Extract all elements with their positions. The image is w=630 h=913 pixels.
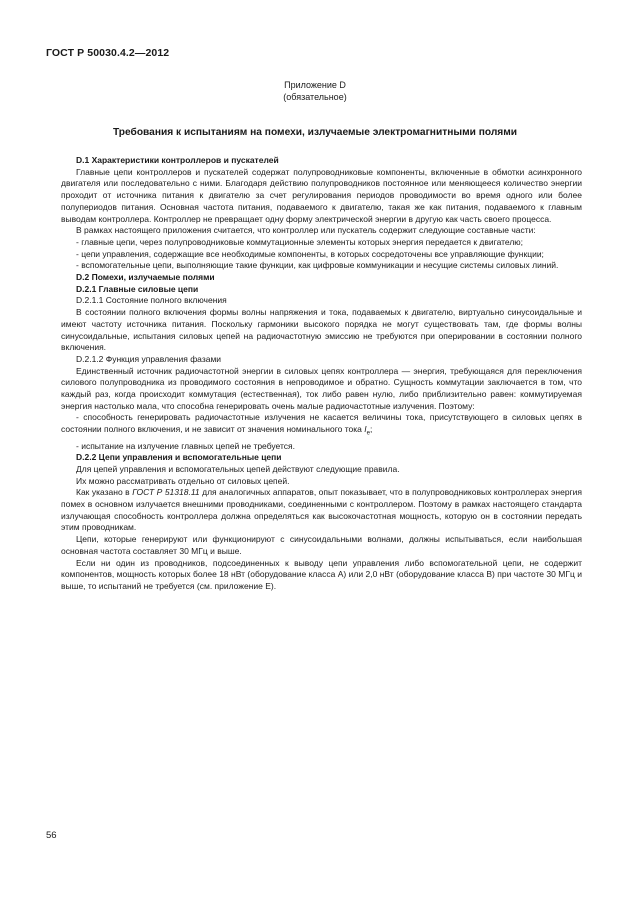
paragraph: Если ни один из проводников, подсоединенных к выводу цепи управления либо вспомогательной цепи, не содержит компонентов, мощность которых более 18 нВт (оборудование класса А) или 2,0 нВт (оборудование класса В) при частоте 30 МГц и выше, то испытаний не требуется (см. приложение Е). <box>61 557 582 591</box>
section-heading-d1: D.1 Характеристики контроллеров и пускателей <box>76 155 279 165</box>
annex-status: (обязательное) <box>283 92 347 102</box>
section-heading-d22: D.2.2 Цепи управления и вспомогательные цепи <box>76 452 282 463</box>
paragraph: Их можно рассматривать отдельно от силовых цепей. <box>76 475 290 486</box>
subsection-heading-d211: D.2.1.1 Состояние полного включения <box>76 295 227 306</box>
paragraph: Главные цепи контроллеров и пускателей содержат полупроводниковые компоненты, включенные в обмотки асинхронного двигателя или последовательно с ними. Благодаря действию полупроводников постоянное или меняющееся количество энергии проходит от источника питания к двигателю за счет регулирования периодов проводимости во время одного или более полупериодов питания. Основная частота питания, подаваемого к двигателю, такая же как питания, подаваемого к главным выводам контроллера. Контроллер не превращает одну форму электрической энергии в другую как часть своего процесса. <box>61 166 582 224</box>
list-item: - главные цепи, через полупроводниковые коммутационные элементы которых энергия передается к двигателю; <box>76 236 524 247</box>
paragraph: Как указано в ГОСТ Р 51318.11 для аналогичных аппаратов, опыт показывает, что в полупроводниковых контроллерах энергия помех в основном излучается внешними проводниками, соединенными с контроллером. Поэтому в рамках настоящего стандарта излучающая способность контроллера должна определяться как высокочастотная мощность, которую он в состоянии передать этим проводникам. <box>61 487 582 533</box>
list-item: - испытание на излучение главных цепей не требуется. <box>76 440 295 451</box>
paragraph: Для цепей управления и вспомогательных цепей действуют следующие правила. <box>76 463 400 474</box>
paragraph: Цепи, которые генерируют или функционируют с синусоидальными волнами, должны испытываться, если наибольшая основная частота составляет 30 МГц и выше. <box>61 534 582 556</box>
subsection-heading-d212: D.2.1.2 Функция управления фазами <box>76 353 222 364</box>
paragraph: В состоянии полного включения формы волны напряжения и тока, подаваемых к двигателю, виртуально синусоидальные и имеют частоту источника питания. Поскольку гармоники высокого порядка не могут существовать там, где формы волны синусоидальные, испытания силовых цепей на радиочастотную эмиссию не требуются при оперировании в состоянии полного включения. <box>61 307 582 353</box>
document-header: ГОСТ Р 50030.4.2—2012 <box>46 47 170 59</box>
annex-label: Приложение D <box>284 80 346 90</box>
section-heading-d2: D.2 Помехи, излучаемые полями <box>76 272 215 283</box>
standard-reference: ГОСТ Р 51318.11 <box>132 487 200 498</box>
list-item: - вспомогательные цепи, выполняющие такие функции, как цифровые коммуникации и несущие системы силовых линий. <box>76 260 559 271</box>
rated-current-symbol: I <box>364 424 367 435</box>
list-item: - цепи управления, содержащие все необходимые компоненты, в которых сосредоточены все управляющие функции; <box>76 248 544 259</box>
list-item: - способность генерировать радиочастотные излучения не касается величины тока, присутствующего в силовых цепях в состоянии полного включения, и не зависит от значения номинального тока $I_e$; <box>61 412 582 437</box>
section-heading-d21: D.2.1 Главные силовые цепи <box>76 283 199 294</box>
page-number: 56 <box>46 830 57 841</box>
document-body <box>61 155 582 593</box>
annex-title: Требования к испытаниям на помехи, излучаемые электромагнитными полями <box>112 127 518 138</box>
paragraph: Единственный источник радиочастотной энергии в силовых цепях контроллера — энергия, требующаяся для переключения силового полупроводника из проводимого состояния в непроводимое и обратно. Сущность коммутации заключается в том, что каждый раз, когда происходит коммутация (естественная), ток либо равен нулю, либо приблизительно равен: коммутируемая энергия настолько мала, что способна генерировать очень малые радиочастотные излучения. Поэтому: <box>61 365 582 411</box>
paragraph: В рамках настоящего приложения считается, что контроллер или пускатель содержит следующие составные части: <box>76 225 536 236</box>
